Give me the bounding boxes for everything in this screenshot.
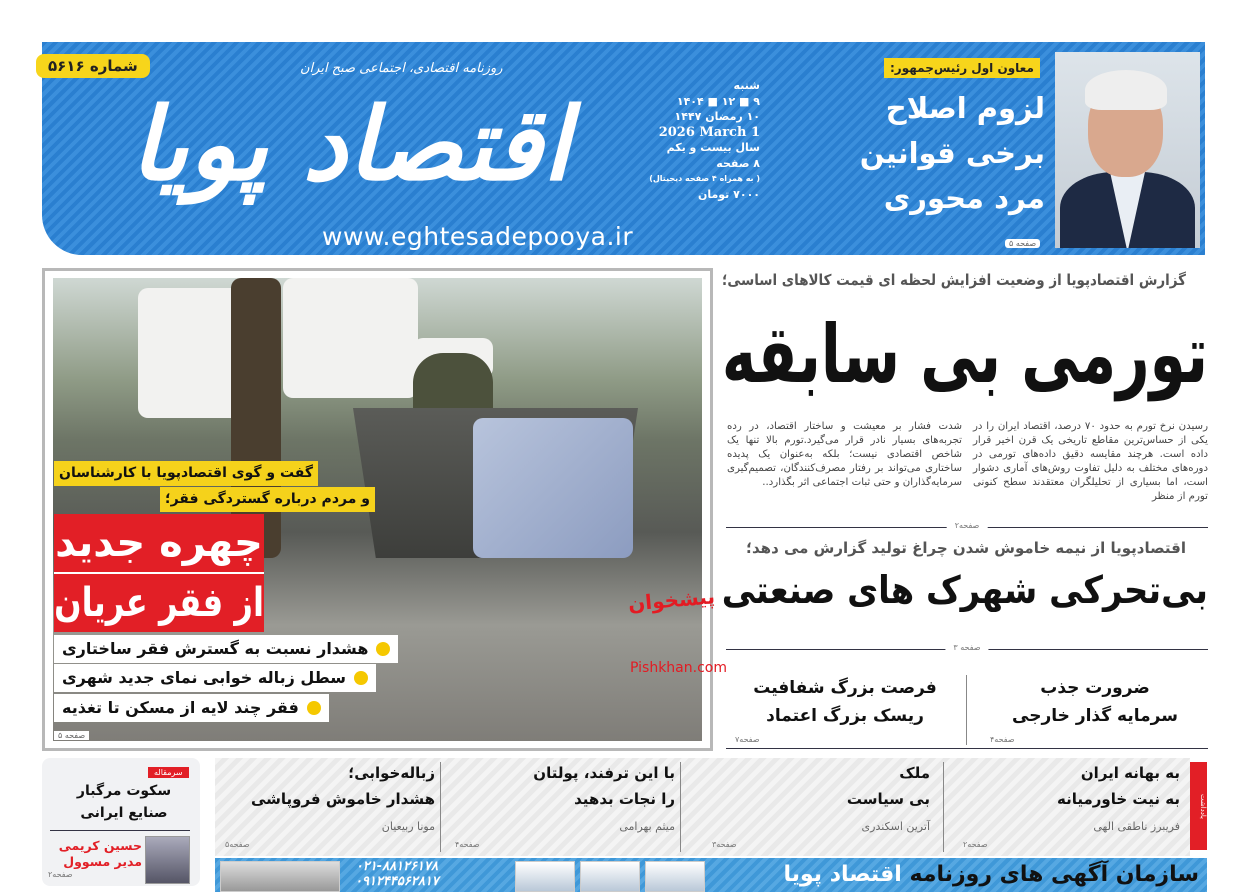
divider [726,521,1208,530]
second-kicker: اقتصادپویا از نیمه خاموش شدن چراغ تولید گزارش می دهد؛ [746,539,1186,557]
watermark-logo: پیشخوان [627,584,716,616]
page-ref: صفحه۲ [947,520,988,532]
newspaper-stack-image [220,861,340,892]
opinion-title: هشدار خاموش فروپاشی [250,790,435,808]
second-headline[interactable]: بی‌تحرکی شهرک های صنعتی [721,568,1208,612]
bullet-text: سطل زباله خوابی نمای جدید شهری [62,668,346,687]
ad-text-main: سازمان آگهی های روزنامه [909,862,1199,887]
phone-number: ۰۲۱-۸۸۱۲۶۱۷۸ [355,859,438,874]
divider [50,830,190,831]
page-ref: صفحه۵ [225,840,250,849]
website-url[interactable]: www.eghtesadepooya.ir [322,222,634,251]
column-separator [440,762,441,852]
subhead-line: ریسک بزرگ اعتماد [766,706,924,726]
bullet-dot-icon [307,701,321,715]
page-count: ۸ صفحه [716,156,760,170]
opinion-author: فریبرز ناطقی الهی [1093,820,1180,833]
opinion-title: بی سیاست [846,790,930,808]
bullet-item [54,635,398,663]
headline-line: از فقر عریان [54,580,264,626]
page-ref: صفحه۴ [455,840,480,849]
photo-kicker: و مردم درباره گستردگی فقر؛ [160,487,375,512]
editorial-tag: سرمقاله [148,767,189,778]
column-separator [966,675,967,745]
vp-kicker: معاون اول رئیس‌جمهور: [884,58,1040,78]
tagline: روزنامه اقتصادی، اجتماعی صبح ایران [300,61,503,76]
author-photo [145,836,190,884]
newspaper-thumbnail [580,861,640,892]
weekday: شنبه [733,79,760,92]
bullet-item [54,694,329,722]
column-separator [680,762,681,852]
page-ref: صفحه۷ [735,735,760,744]
photo-kicker: گفت و گوی اقتصادپویا با کارشناسان [54,461,318,486]
opinion-item[interactable] [965,760,1180,834]
newspaper-logo: اقتصاد پویا [129,85,571,203]
headline-line: برخی قوانین [859,136,1045,170]
bullet-dot-icon [376,642,390,656]
bullet-text: فقر چند لایه از مسکن تا تغذیه [62,698,299,717]
vp-headline[interactable] [800,86,1045,221]
subhead-line: ضرورت جذب [1040,678,1150,698]
lead-column-left: شدت فشار بر معیشت و ساختار اقتصاد، در رده تجربه‌های بسیار نادر قرار می‌گیرد.تورم بالا تنها یک شاخص اقتصادی نیست؛ بلکه به‌عنوان یک پدیده ساختاری می‌تواند بر رفتار مصرف‌کنندگان، تصمیم‌گیری سرمایه‌گذاران و حتی ثبات اجتماعی اثر بگذارد.. [727,421,962,488]
opinion-author: آترین اسکندری [861,820,930,833]
opinion-title: به نیت خاورمیانه [1057,790,1180,808]
opinion-title: ملک [899,764,930,782]
year-label: سال بیست و یکم [666,141,760,154]
title-line: سکوت مرگبار [76,783,172,799]
page-ref: صفحه۲ [48,870,73,879]
bullet-item [54,664,376,692]
subhead-line: فرصت بزرگ شفافیت [753,678,937,698]
divider [726,748,1208,749]
opinion-title: را نجات بدهید [574,790,675,808]
bullet-dot-icon [354,671,368,685]
author-role: مدیر مسوول [63,854,142,869]
page-ref: صفحه۳ [712,840,737,849]
title-line: صنایع ایرانی [80,805,168,821]
digital-pages: ( به همراه ۴ صفحه دیجیتال) [649,174,760,183]
headline-line: چهره جدید [54,514,264,574]
lead-kicker: گزارش اقتصادپویا از وضعیت افزایش لحظه ای قیمت کالاهای اساسی؛ [721,271,1186,289]
photo-headline[interactable] [54,514,264,632]
divider [726,643,1208,652]
opinion-item[interactable] [220,760,435,834]
headline-line: لزوم اصلاح [885,91,1045,125]
column-separator [943,762,944,852]
price: ۷۰۰۰ تومان [697,187,760,201]
advertising-banner[interactable] [215,858,1207,892]
ad-text [783,858,1199,892]
opinion-item[interactable] [460,760,675,834]
page-ref: صفحه۲ [963,840,988,849]
editorial-author [48,838,142,880]
opinion-item[interactable] [715,760,930,834]
newspaper-thumbnail [645,861,705,892]
ad-text-brand: اقتصاد پویا [783,862,902,887]
opinion-author: مونا ربیعیان [381,820,435,833]
page-ref: صفحه۴ [990,735,1015,744]
issue-number: شماره ۵۶۱۶ [36,54,150,78]
lunar-date: ۱۰ رمضان ۱۴۴۷ [674,110,760,123]
notes-tab: یادداشت [1190,762,1207,850]
page-ref: صفحه ۵ [54,731,89,740]
bullet-text: هشدار نسبت به گسترش فقر ساختاری [62,639,369,658]
headline-line: مرد محوری [883,181,1045,215]
editorial-title[interactable] [50,780,198,824]
page-ref: صفحه ۵ [1005,239,1040,248]
page-ref: صفحه ۳ [945,642,988,654]
date-block [640,78,760,202]
opinion-author: میثم بهرامی [619,820,675,833]
author-name: حسین کریمی [58,838,142,853]
opinion-title: به بهانه ایران [1080,764,1180,782]
subhead-line: سرمایه گذار خارجی [1012,706,1178,726]
ad-phones [355,859,439,889]
subhead-story[interactable] [735,674,955,730]
subhead-story[interactable] [985,674,1205,730]
lead-column-right: رسیدن نرخ تورم به حدود ۷۰ درصد، اقتصاد ایران را در یکی از حساس‌ترین مقاطع تاریخی یک قرن اخیر قرار داده است. هرچند مقایسه دقیق داده‌های تورمی در دوره‌های مختلف به دلیل تفاوت روش‌های آماری دشوار است، اما بسیاری از تحلیلگران معتقدند سطح کنونی تورم از منظر [973,421,1208,502]
phone-number: ۰۹۱۲۴۴۵۶۲۸۱۷ [355,874,439,889]
opinion-title: با این ترفند، پولتان [533,764,675,782]
gregorian-date: 2026 March 1 [658,124,760,140]
watermark-site: Pishkhan.com [630,660,727,676]
vp-portrait-photo [1055,52,1200,248]
newspaper-thumbnail [515,861,575,892]
opinion-title: زباله‌خوابی؛ [348,764,435,782]
lead-headline[interactable]: تورمی بی سابقه [721,308,1208,401]
solar-date: ۹ ■ ۱۲ ■ ۱۴۰۴ [676,94,760,108]
